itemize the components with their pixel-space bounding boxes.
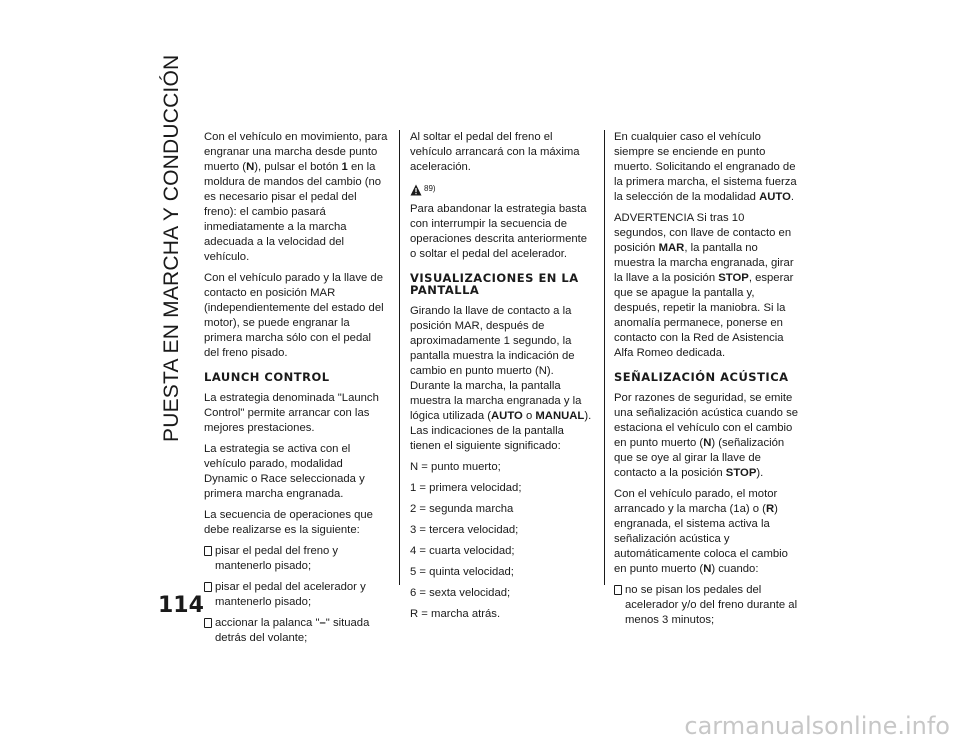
list-item: pisar el pedal del freno y mantenerlo pisado; — [204, 544, 389, 574]
gear-list-item: 5 = quinta velocidad; — [410, 566, 514, 578]
paragraph: Con el vehículo en movimiento, para engranar una marcha desde punto muerto (N), pulsar el botón 1 en la moldura de mandos del cambio (no es necesario pisar el pedal del freno): el cambio pasará inmediatamente a la marcha adecuada a la velocidad del vehículo. — [204, 131, 388, 263]
gear-list-item: R = marcha atrás. — [410, 608, 501, 620]
gear-list-item: N = punto muerto; — [410, 461, 501, 473]
list-item: pisar el pedal del acelerador y mantenerlo pisado; — [204, 580, 389, 610]
paragraph: Con el vehículo parado, el motor arrancado y la marcha (1a) o (R) engranada, el sistema activa la señalización acústica y automáticamente coloca el cambio en punto muerto (N) cuando: — [614, 488, 788, 575]
paragraph: Al soltar el pedal del freno el vehículo arrancará con la máxima aceleración. — [410, 131, 580, 173]
paragraph: Para abandonar la estrategia basta con interrumpir la secuencia de operaciones descrita anteriormente o soltar el pedal del acelerador. — [410, 203, 588, 260]
checkbox-bullet-icon — [204, 618, 212, 628]
section-side-title: PUESTA EN MARCHA Y CONDUCCIÓN — [160, 54, 183, 442]
warning-reference — [410, 181, 595, 196]
column-1 — [204, 130, 389, 652]
gear-list-item: 3 = tercera velocidad; — [410, 524, 519, 536]
checkbox-bullet-icon — [204, 582, 212, 592]
warning-ref-number: 89) — [424, 184, 436, 193]
watermark: carmanualsonline.info — [684, 712, 950, 740]
gear-list-item: 2 = segunda marcha — [410, 503, 514, 515]
paragraph: ADVERTENCIA Si tras 10 segundos, con llave de contacto en posición MAR, la pantalla no muestra la marcha engranada, girar la llave a la posición STOP, esperar que se apague la pantalla y, después, repetir la maniobra. Si la anomalía permanece, ponerse en contacto con la Red de Asistencia Alfa Romeo dedicada. — [614, 212, 794, 359]
paragraph: La estrategia se activa con el vehículo parado, modalidad Dynamic o Race seleccionada y primera marcha engranada. — [204, 443, 365, 500]
column-divider — [604, 130, 605, 585]
list-item: accionar la palanca "–" situada detrás del volante; — [204, 616, 389, 646]
column-3 — [614, 130, 799, 634]
section-heading-launch-control: LAUNCH CONTROL — [204, 370, 330, 384]
column-divider — [399, 130, 400, 585]
paragraph: Girando la llave de contacto a la posición MAR, después de aproximadamente 1 segundo, la pantalla muestra la indicación de cambio en punto muerto (N). Durante la marcha, la pantalla muestra la marcha engranada y la lógica utilizada (AUTO o MANUAL). Las indicaciones de la pantalla tienen el siguiente significado: — [410, 305, 592, 452]
section-heading-senalizacion: SEÑALIZACIÓN ACÚSTICA — [614, 370, 789, 384]
paragraph: Con el vehículo parado y la llave de contacto en posición MAR (independientemente del estado del motor), se puede engranar la primera marcha sólo con el pedal del freno pisado. — [204, 272, 384, 359]
paragraph: La secuencia de operaciones que debe realizarse es la siguiente: — [204, 509, 373, 536]
checkbox-bullet-icon — [204, 546, 212, 556]
checkbox-bullet-icon — [614, 585, 622, 595]
page-number: 114 — [158, 593, 204, 618]
gear-list-item: 1 = primera velocidad; — [410, 482, 522, 494]
warning-triangle-icon — [410, 184, 422, 196]
gear-list-item: 4 = cuarta velocidad; — [410, 545, 515, 557]
column-2 — [410, 130, 595, 628]
gear-list-item: 6 = sexta velocidad; — [410, 587, 511, 599]
section-heading-visualizaciones: VISUALIZACIONES EN LA PANTALLA — [410, 271, 579, 297]
paragraph: Por razones de seguridad, se emite una señalización acústica cuando se estaciona el vehículo con el cambio en punto muerto (N) (señalización que se oye al girar la llave de contacto a la posición STOP). — [614, 392, 799, 479]
paragraph: En cualquier caso el vehículo siempre se enciende en punto muerto. Solicitando el engranado de la primera marcha, el sistema fuerza la selección de la modalidad AUTO. — [614, 131, 797, 203]
paragraph: La estrategia denominada "Launch Control" permite arrancar con las mejores prestaciones. — [204, 392, 379, 434]
list-item: no se pisan los pedales del acelerador y/o del freno durante al menos 3 minutos; — [614, 583, 799, 628]
